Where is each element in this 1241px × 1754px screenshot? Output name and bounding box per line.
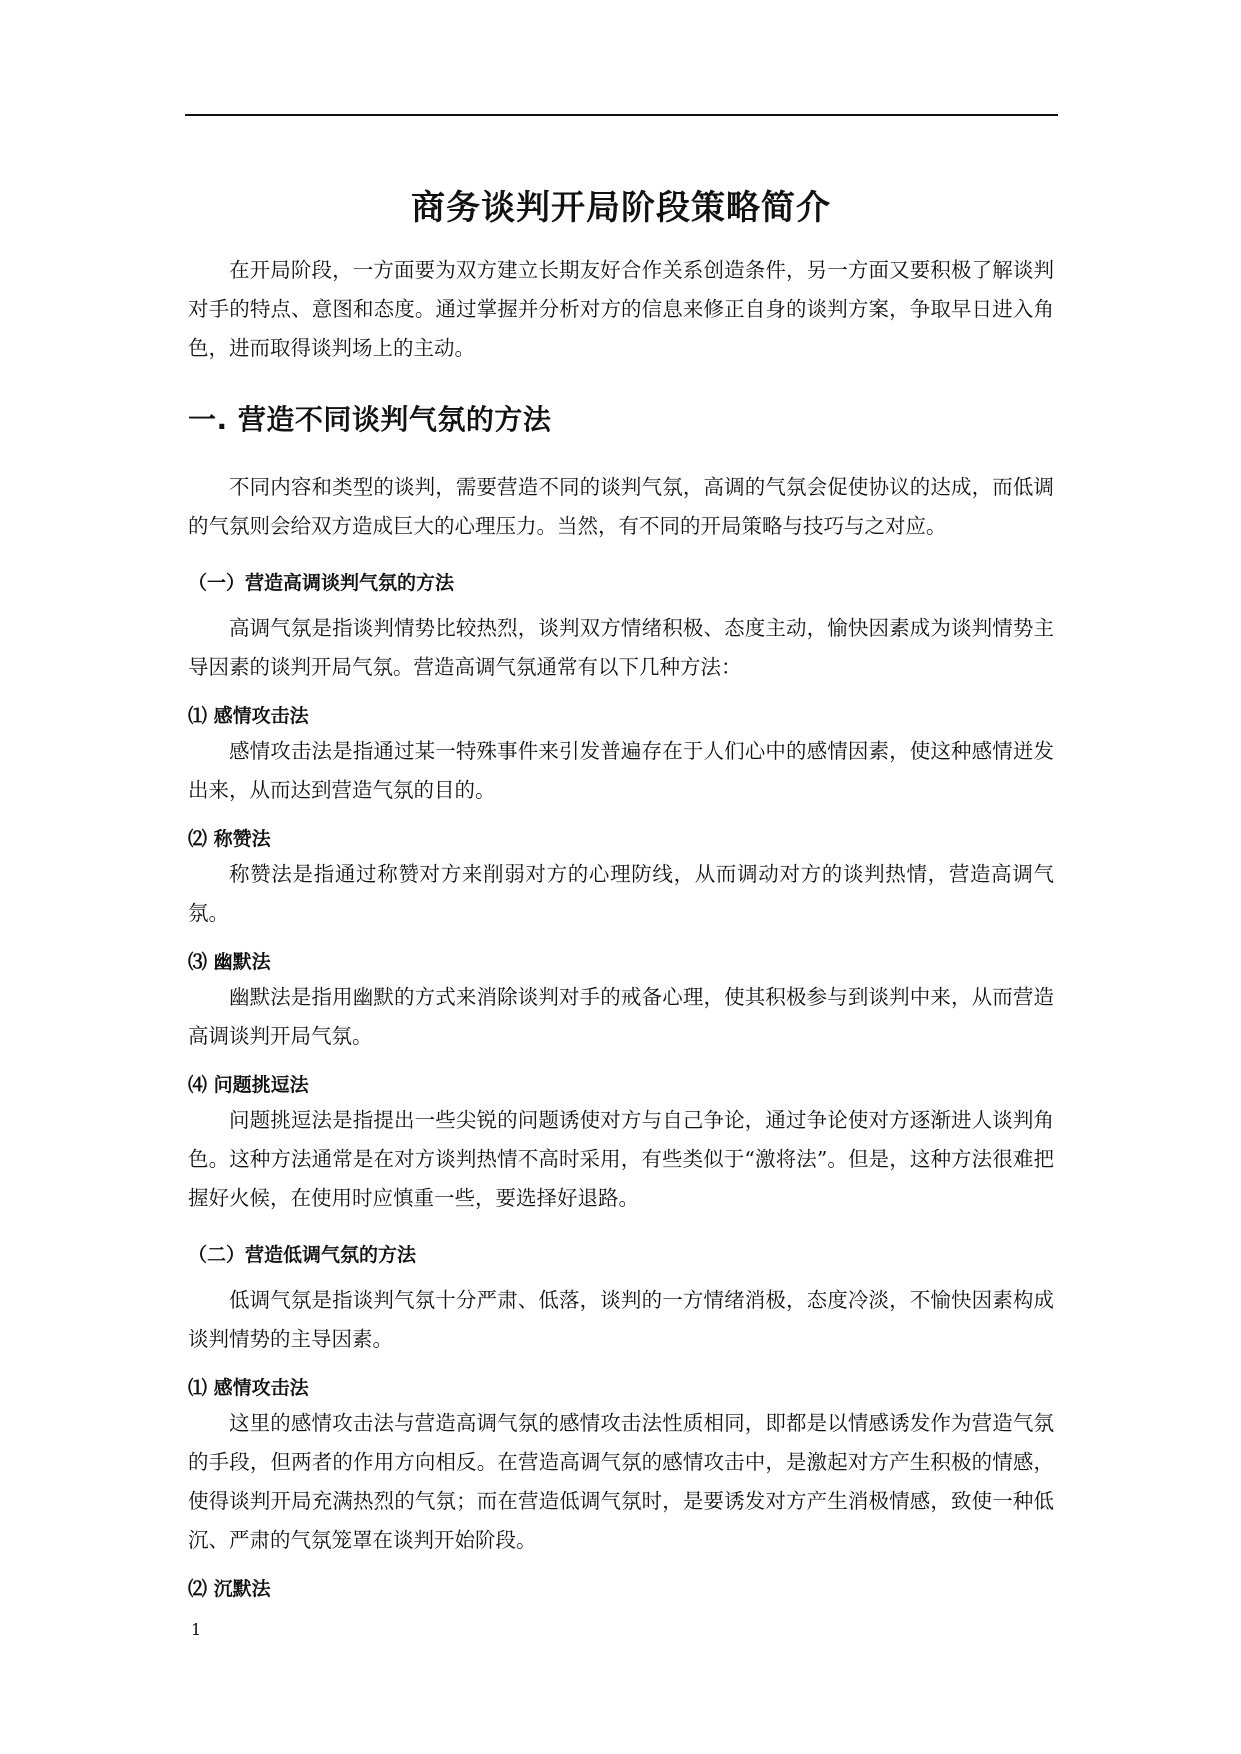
item-paragraph: 幽默法是指用幽默的方式来消除谈判对手的戒备心理，使其积极参与到谈判中来，从而营造高调谈判开局气氛。 bbox=[188, 985, 1054, 1048]
item-paragraph: 这里的感情攻击法与营造高调气氛的感情攻击法性质相同，即都是以情感诱发作为营造气氛的手段，但两者的作用方向相反。在营造高调气氛的感情攻击中，是激起对方产生积极的情感，使得谈判开局充满热烈的气氛；而在营造低调气氛时，是要诱发对方产生消极情感，致使一种低沉、严肃的气氛笼罩在谈判开始阶段。 bbox=[188, 1411, 1054, 1552]
item-heading: ⑴ 感情攻击法 bbox=[188, 1377, 309, 1399]
subsection-2-heading: （二）营造低调气氛的方法 bbox=[188, 1244, 417, 1266]
subsection-1-intro: 高调气氛是指谈判情势比较热烈，谈判双方情绪积极、态度主动，愉快因素成为谈判情势主导因素的谈判开局气氛。营造高调气氛通常有以下几种方法： bbox=[188, 616, 1054, 679]
document-title: 商务谈判开局阶段策略简介 bbox=[411, 188, 831, 228]
section-1-heading: 一. 营造不同谈判气氛的方法 bbox=[188, 403, 552, 436]
item-heading: ⑷ 问题挑逗法 bbox=[188, 1074, 309, 1096]
item-paragraph: 问题挑逗法是指提出一些尖锐的问题诱使对方与自己争论，通过争论使对方逐渐进人谈判角色。这种方法通常是在对方谈判热情不高时采用，有些类似于“激将法”。但是，这种方法很难把握好火候，在使用时应慎重一些，要选择好退路。 bbox=[188, 1108, 1054, 1210]
header-rule bbox=[185, 114, 1058, 116]
page-number: 1 bbox=[191, 1620, 202, 1639]
intro-paragraph: 在开局阶段，一方面要为双方建立长期友好合作关系创造条件，另一方面又要积极了解谈判对手的特点、意图和态度。通过掌握并分析对方的信息来修正自身的谈判方案，争取早日进入角色，进而取得谈判场上的主动。 bbox=[188, 258, 1054, 360]
item-paragraph: 感情攻击法是指通过某一特殊事件来引发普遍存在于人们心中的感情因素，使这种感情迸发出来，从而达到营造气氛的目的。 bbox=[188, 739, 1054, 802]
item-heading: ⑵ 称赞法 bbox=[188, 828, 271, 850]
subsection-1-heading: （一）营造高调谈判气氛的方法 bbox=[188, 572, 455, 594]
document-body bbox=[188, 170, 1054, 1605]
item-heading: ⑵ 沉默法 bbox=[188, 1578, 271, 1600]
item-heading: ⑶ 幽默法 bbox=[188, 951, 271, 973]
item-heading: ⑴ 感情攻击法 bbox=[188, 705, 309, 727]
item-paragraph: 称赞法是指通过称赞对方来削弱对方的心理防线，从而调动对方的谈判热情，营造高调气氛。 bbox=[188, 862, 1054, 925]
section-1-intro: 不同内容和类型的谈判，需要营造不同的谈判气氛，高调的气氛会促使协议的达成，而低调的气氛则会给双方造成巨大的心理压力。当然，有不同的开局策略与技巧与之对应。 bbox=[188, 475, 1054, 538]
subsection-2-intro: 低调气氛是指谈判气氛十分严肃、低落，谈判的一方情绪消极，态度冷淡，不愉快因素构成谈判情势的主导因素。 bbox=[188, 1288, 1054, 1351]
